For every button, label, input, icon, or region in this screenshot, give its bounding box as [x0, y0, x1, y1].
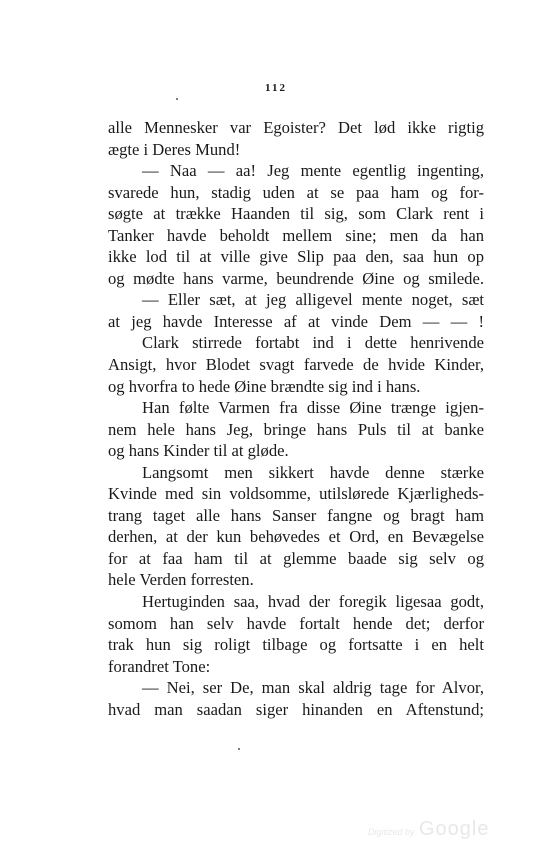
ink-speck	[176, 98, 178, 100]
text-line: Ansigt, hvor Blodet svagt farvede de hvide Kinder,	[108, 355, 484, 375]
text-line: derhen, at der kun behøvedes et Ord, en Bevægelse	[108, 527, 484, 547]
text-line: Tanker havde beholdt mellem sine; men da han	[108, 225, 484, 245]
text-line: trak hun sig roligt tilbage og fortsatte i en helt	[108, 635, 484, 655]
text-line: trang taget alle hans Sanser fangne og bragt ham	[108, 505, 484, 525]
text-line: Han følte Varmen fra disse Øine trænge igjen-	[142, 398, 484, 418]
text-line: hele Verden forresten.	[108, 570, 254, 590]
text-line: nem hele hans Jeg, bringe hans Puls til at banke	[108, 419, 484, 439]
ink-speck	[238, 748, 240, 750]
text-line: — Naa — aa! Jeg mente egentlig ingenting,	[142, 161, 484, 181]
text-line: for at faa ham til at glemme baade sig selv og	[108, 548, 484, 568]
text-line: Kvinde med sin voldsomme, utilslørede Kjærligheds-	[108, 484, 484, 504]
page-number: 112	[265, 82, 287, 94]
text-line: forandret Tone:	[108, 656, 211, 676]
text-line: og mødte hans varme, beundrende Øine og smilede.	[108, 268, 484, 288]
text-line: Langsomt men sikkert havde denne stærke	[142, 462, 484, 482]
text-line: og hans Kinder til at gløde.	[108, 441, 289, 461]
text-line: — Eller sæt, at jeg alligevel mente noget, sæt	[142, 290, 484, 310]
text-line: alle Mennesker var Egoister? Det lød ikke rigtig	[108, 118, 484, 137]
text-line: Hertuginden saa, hvad der foregik ligesaa godt,	[142, 592, 484, 612]
text-line: ægte i Deres Mund!	[108, 139, 241, 159]
text-line: og hvorfra to hede Øine brændte sig ind i hans.	[108, 376, 421, 396]
text-line: — Nei, ser De, man skal aldrig tage for Alvor,	[142, 678, 484, 698]
text-line: Clark stirrede fortabt ind i dette henrivende	[142, 333, 484, 353]
text-line: ikke lod til at ville give Slip paa den, saa hun op	[108, 247, 484, 267]
text-line: hvad man saadan siger hinanden en Aftenstund;	[108, 699, 484, 719]
watermark-prefix: Digitized by	[368, 827, 415, 837]
text-line: svarede hun, stadig uden at se paa ham og for-	[108, 182, 484, 202]
text-line: somom han selv havde fortalt hende det; derfor	[108, 613, 484, 633]
body-text	[108, 117, 484, 720]
watermark-logo: Google	[418, 818, 490, 840]
text-line: søgte at trække Haanden til sig, som Clark rent i	[108, 204, 484, 224]
text-line: at jeg havde Interesse af at vinde Dem — — !	[108, 311, 484, 331]
digitization-watermark	[368, 818, 489, 841]
